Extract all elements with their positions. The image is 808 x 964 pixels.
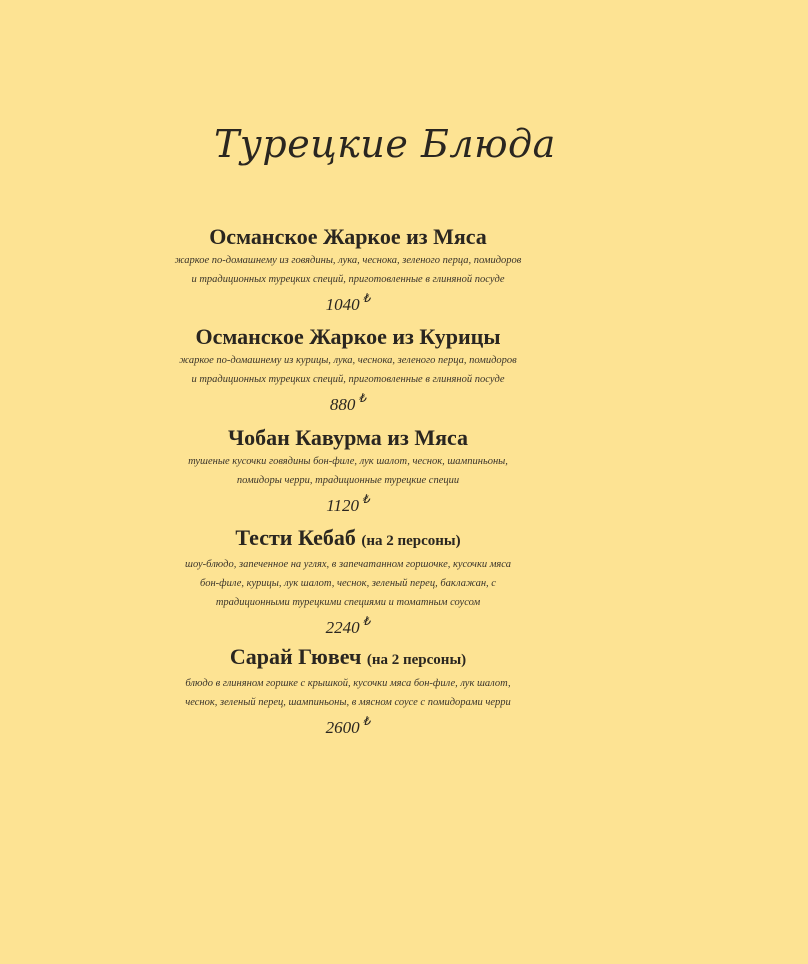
item-description-line: традиционными турецкими специями и томатным соусом (215, 597, 481, 608)
item-description-line: шоу-блюдо, запеченное на углях, в запечатанном горшочке, кусочки мяса (185, 559, 511, 570)
menu-item (160, 224, 536, 317)
item-description-line: помидоры черри, традиционные турецкие специи (236, 475, 460, 486)
item-name-text: Османское Жаркое из Курицы (195, 324, 501, 349)
item-description (160, 351, 536, 389)
lira-currency-icon: ₺ (362, 714, 371, 728)
section-title: Турецкие Блюда (214, 122, 556, 166)
price-value: 880 (329, 395, 356, 414)
lira-currency-icon: ₺ (362, 492, 370, 506)
item-description (160, 452, 536, 490)
item-name-text: Тести Кебаб (235, 525, 356, 550)
item-price (160, 614, 536, 640)
item-price (160, 391, 536, 417)
item-name (160, 644, 536, 673)
item-description-line: чеснок, зеленый перец, шампиньоны, в мясном соусе с помидорами черри (185, 697, 511, 708)
menu-item (160, 425, 536, 518)
item-name-text: Османское Жаркое из Мяса (209, 224, 487, 249)
price-value: 2600 (325, 718, 360, 737)
item-name (160, 425, 536, 451)
item-description-line: бон-филе, курицы, лук шалот, чеснок, зеленый перец, баклажан, с (200, 578, 496, 589)
item-description-line: и традиционных турецких специй, приготовленные в глиняной посуде (191, 274, 505, 285)
item-portion-note: (на 2 персоны) (366, 652, 467, 668)
item-name (160, 525, 536, 554)
item-name-text: Чобан Кавурма из Мяса (227, 425, 469, 450)
lira-currency-icon: ₺ (362, 614, 371, 628)
item-price (160, 492, 536, 518)
item-description-line: жаркое по-домашнему из курицы, лука, чеснока, зеленого перца, помидоров (179, 355, 517, 366)
lira-currency-icon: ₺ (358, 391, 367, 405)
item-description-line: тушеные кусочки говядины бон-филе, лук шалот, чеснок, шампиньоны, (188, 456, 508, 467)
item-portion-note: (на 2 персоны) (361, 533, 461, 549)
price-value: 1040 (325, 295, 360, 314)
item-name-text: Сарай Гювеч (229, 644, 362, 669)
item-name (160, 224, 536, 250)
price-value: 1120 (326, 496, 360, 515)
item-description (160, 674, 536, 712)
item-description-line: жаркое по-домашнему из говядины, лука, чеснока, зеленого перца, помидоров (174, 255, 522, 266)
item-description (160, 555, 536, 612)
item-name (160, 324, 536, 350)
item-description-line: и традиционных турецких специй, приготовленные в глиняной посуде (191, 374, 505, 385)
price-value: 2240 (325, 618, 360, 637)
menu-item (160, 644, 536, 740)
menu-item (160, 324, 536, 417)
item-price (160, 714, 536, 740)
lira-currency-icon: ₺ (362, 291, 371, 305)
item-description (160, 251, 536, 289)
item-description-line: блюдо в глиняном горшке с крышкой, кусочки мяса бон-филе, лук шалот, (185, 678, 511, 689)
item-price (160, 291, 536, 317)
menu-item (160, 525, 536, 640)
